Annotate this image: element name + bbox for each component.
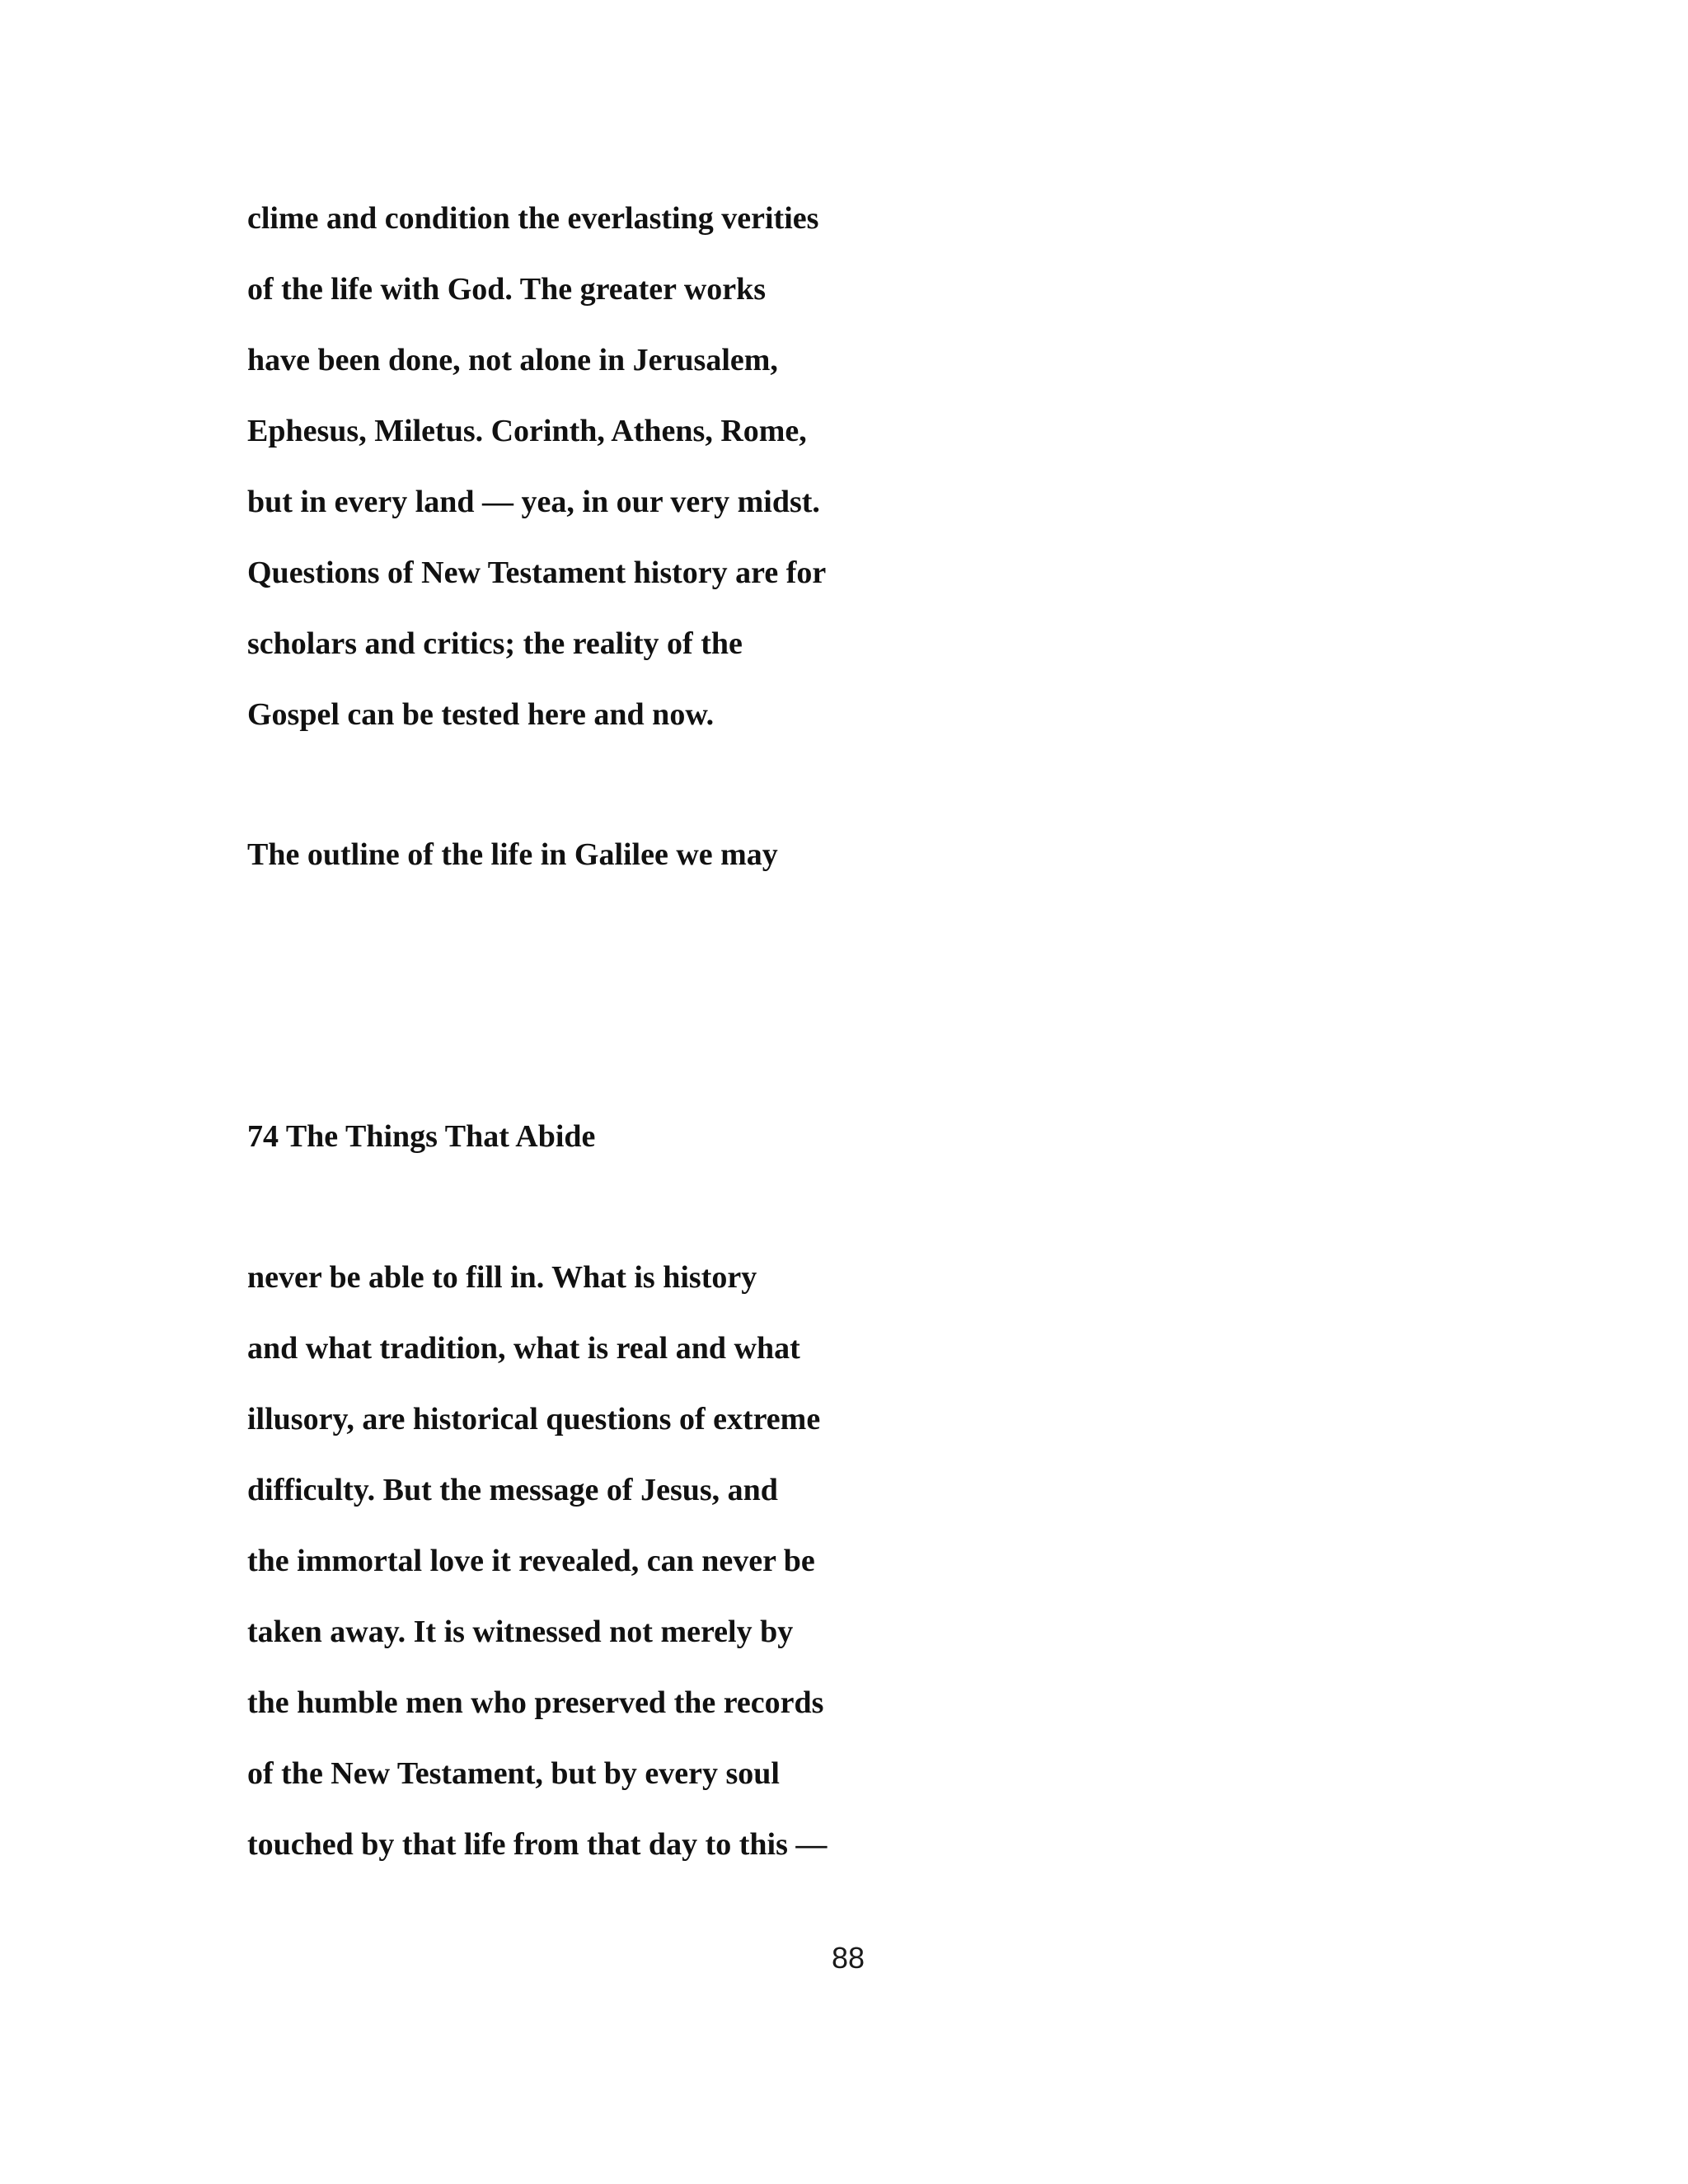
running-head (247, 1101, 595, 1172)
paragraph-1 (247, 183, 826, 750)
text-line: but in every land — yea, in our very midst. (247, 485, 820, 519)
text-line: The outline of the life in Galilee we may (247, 837, 778, 872)
running-head-text: 74 The Things That Abide (247, 1119, 596, 1154)
text-line: never be able to fill in. What is history (247, 1260, 757, 1295)
text-line: and what tradition, what is real and what (247, 1331, 800, 1366)
text-line: the humble men who preserved the records (247, 1685, 824, 1720)
text-line: scholars and critics; the reality of the (247, 626, 743, 661)
text-line: difficulty. But the message of Jesus, and (247, 1473, 778, 1507)
text-line: Gospel can be tested here and now. (247, 697, 715, 732)
text-line: clime and condition the everlasting verities (247, 201, 819, 236)
page-number: 88 (831, 1941, 865, 1975)
text-line: have been done, not alone in Jerusalem, (247, 343, 778, 377)
text-line: the immortal love it revealed, can never be (247, 1544, 815, 1578)
text-line: of the life with God. The greater works (247, 272, 767, 307)
text-line: of the New Testament, but by every soul (247, 1756, 780, 1791)
text-line: Ephesus, Miletus. Corinth, Athens, Rome, (247, 414, 807, 448)
text-line: illusory, are historical questions of extreme (247, 1402, 821, 1436)
paragraph-2-start (247, 819, 778, 890)
text-line: Questions of New Testament history are for (247, 555, 827, 590)
paragraph-2-continued (247, 1242, 827, 1880)
text-line: touched by that life from that day to this — (247, 1827, 828, 1862)
text-line: taken away. It is witnessed not merely by (247, 1615, 794, 1649)
